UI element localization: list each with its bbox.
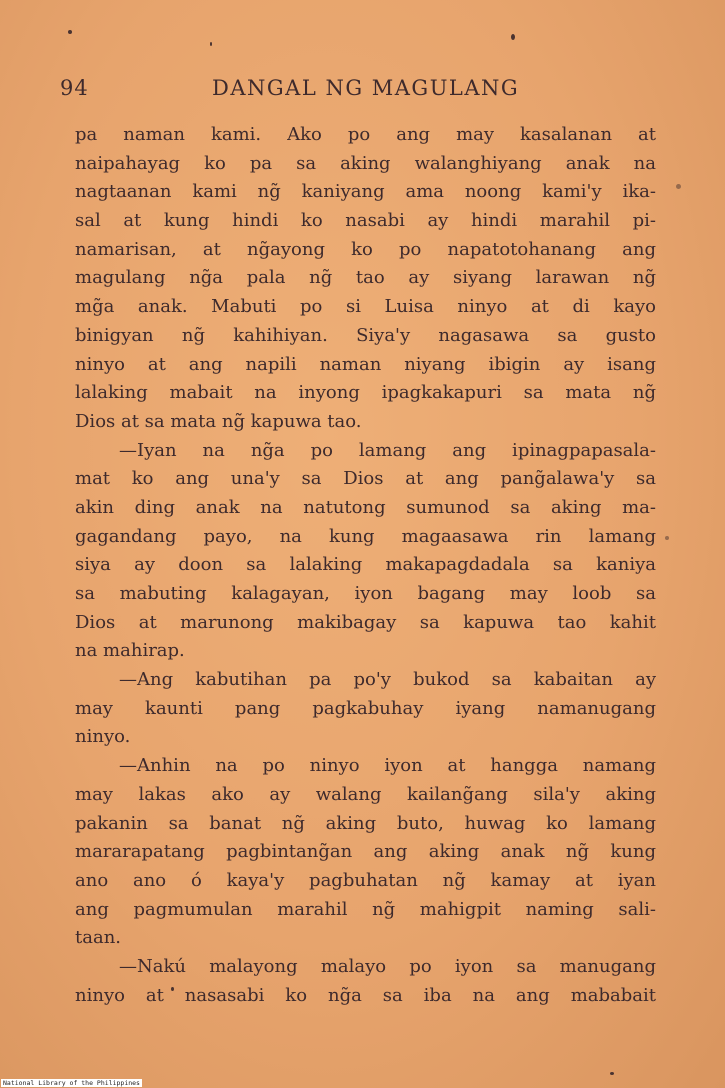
page-number: 94 xyxy=(60,76,89,100)
ink-speck xyxy=(665,536,669,540)
text-line: ano ano ó kaya'y pagbuhatan ng̃ kamay at iyan xyxy=(75,869,656,891)
text-line: siya ay doon sa lalaking makapagdadala sa kaniya xyxy=(75,554,656,576)
text-line: ninyo at nasasabi ko ng̃a sa iba na ang mababait xyxy=(75,984,656,1006)
running-title: DANGAL NG MAGULANG xyxy=(212,76,520,100)
text-line: magulang ng̃a pala ng̃ tao ay siyang larawan ng̃ xyxy=(75,267,656,289)
ink-speck xyxy=(610,1072,614,1075)
library-credit: National Library of the Philippines xyxy=(3,1079,140,1087)
text-line: gagandang payo, na kung magaasawa rin lamang xyxy=(75,525,656,547)
text-line: ninyo. xyxy=(75,726,131,748)
text-line: mat ko ang una'y sa Dios at ang pang̃alawa'y sa xyxy=(75,468,656,490)
text-line: Dios at marunong makibagay sa kapuwa tao kahit xyxy=(75,611,656,633)
text-line: lalaking mabait na inyong ipagkakapuri sa mata ng̃ xyxy=(75,382,656,404)
text-line: na mahirap. xyxy=(75,640,185,662)
text-line: —Nakú malayong malayo po iyon sa manugang xyxy=(119,955,656,977)
text-line: binigyan ng̃ kahihiyan. Siya'y nagasawa sa gusto xyxy=(75,324,656,346)
text-line: may lakas ako ay walang kailang̃ang sila'y aking xyxy=(75,783,656,805)
text-line: sa mabuting kalagayan, iyon bagang may loob sa xyxy=(75,583,656,604)
text-line: taan. xyxy=(75,927,122,949)
text-line: Dios at sa mata ng̃ kapuwa tao. xyxy=(75,410,362,432)
text-line: sal at kung hindi ko nasabi ay hindi marahil pi- xyxy=(75,210,656,232)
text-line: ninyo at ang napili naman niyang ibigin ay isang xyxy=(75,353,656,375)
body-text xyxy=(75,121,656,1010)
ink-speck xyxy=(210,42,212,46)
text-line: —Iyan na ng̃a po lamang ang ipinagpapasala- xyxy=(119,439,656,461)
text-line: ang pagmumulan marahil ng̃ mahigpit naming sali- xyxy=(75,898,656,920)
text-line: pakanin sa banat ng̃ aking buto, huwag ko lamang xyxy=(75,812,656,834)
text-line: —Ang kabutihan pa po'y bukod sa kabaitan ay xyxy=(119,669,656,691)
text-line: naipahayag ko pa sa aking walanghiyang anak na xyxy=(75,152,656,174)
text-line: nagtaanan kami ng̃ kaniyang ama noong kami'y ika- xyxy=(75,181,656,203)
ink-speck xyxy=(676,184,681,189)
text-line: akin ding anak na natutong sumunod sa aking ma- xyxy=(75,496,656,518)
text-line: —Anhin na po ninyo iyon at hangga namang xyxy=(119,755,656,777)
text-line: mararapatang pagbintang̃an ang aking anak ng̃ kung xyxy=(75,841,656,863)
text-line: namarisan, at ng̃ayong ko po napatotohanang ang xyxy=(75,238,656,260)
text-line: mg̃a anak. Mabuti po si Luisa ninyo at di kayo xyxy=(75,296,656,318)
text-line: pa naman kami. Ako po ang may kasalanan at xyxy=(75,124,656,145)
ink-speck xyxy=(511,34,515,40)
text-line: may kaunti pang pagkabuhay iyang namanugang xyxy=(75,697,656,719)
ink-speck xyxy=(68,30,72,34)
page-header xyxy=(60,76,660,106)
